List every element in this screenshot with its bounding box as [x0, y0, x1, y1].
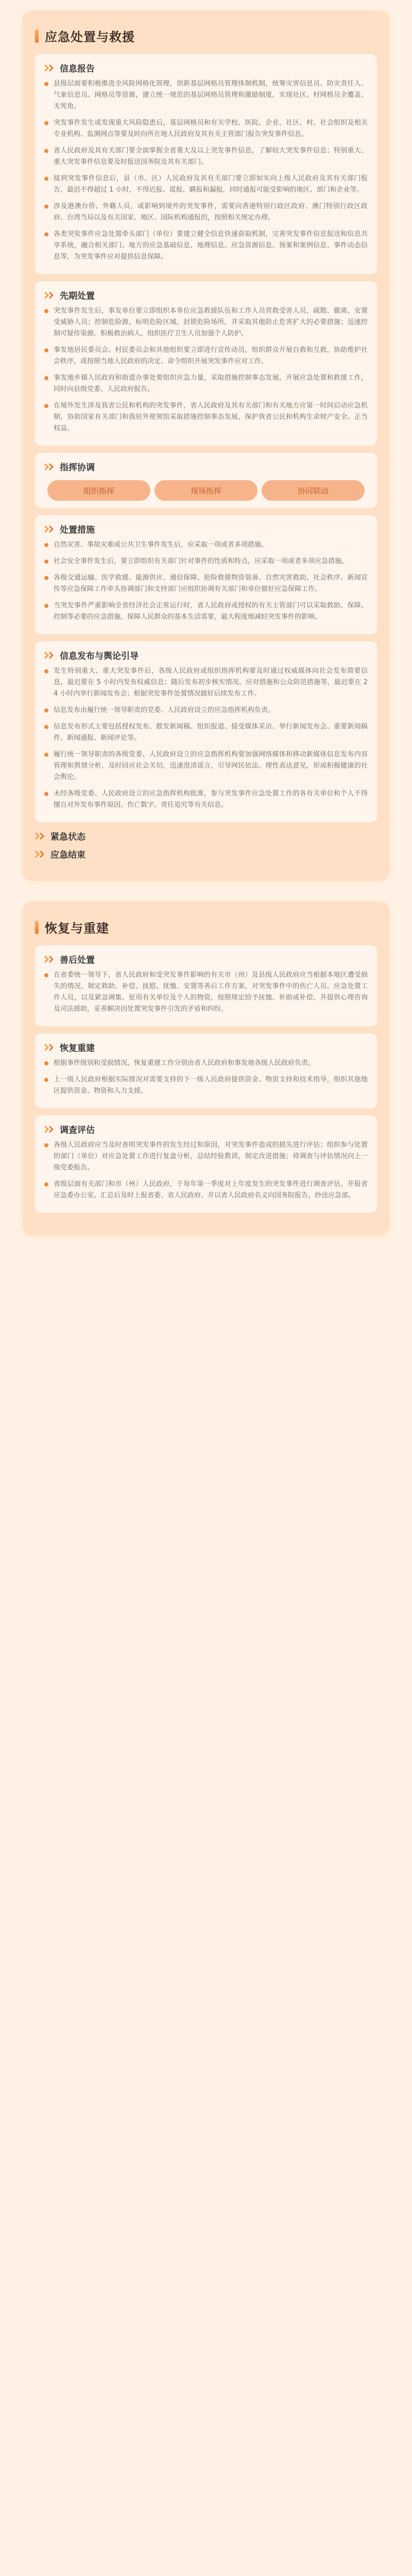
- subsection-header: [44, 953, 368, 965]
- bullet-dot-icon: [44, 792, 48, 796]
- bullet-dot-icon: [44, 376, 48, 380]
- heading-emergency-end[interactable]: [35, 848, 377, 860]
- bullet-dot-icon: [44, 669, 48, 673]
- list-item: [44, 201, 368, 224]
- double-chevron-icon: [44, 463, 56, 470]
- double-chevron-icon: [44, 1044, 56, 1051]
- subsection-publicity: [35, 641, 377, 822]
- paragraph-text: 在省委统一领导下，省人民政府和受突发事件影响的有关市（州）及县级人民政府应当根据本地区遭受损失的情况，制定救助、补偿、抚慰、抚恤、安置等善后工作方案，对突发事件中的伤亡人员、应急处置工作人员，以及紧急调集、征用有关单位及个人的物资，按照规定给予抚恤、补助或补偿，并提供心理咨询及司法援助，妥善解决因处置突发事件引发的矛盾和纠纷。: [54, 971, 368, 1013]
- bullet-dot-icon: [44, 725, 48, 729]
- title-accent-bar: [35, 29, 39, 43]
- list-item: [44, 1140, 368, 1174]
- paragraph-text: 社会安全事件发生后，要立即组织有关部门针对事件的性质和特点，应采取一项或者多项应急措施。: [54, 557, 349, 565]
- paragraph-text: 接到突发事件信息后，县（市、区）人民政府及其有关部门要立即如实向上级人民政府及其有关部门报告，最迟不得超过 1 小时，不得迟报、谎报、瞒报和漏报，同时通报可能受影响的地区、部门和企业等。: [54, 175, 368, 194]
- chip-organize-command[interactable]: 组织指挥: [47, 480, 150, 501]
- list-item: [44, 1179, 368, 1201]
- section-title: 应急处置与救援: [45, 30, 135, 44]
- page: [0, 0, 412, 1272]
- chip-onsite-command[interactable]: 现场指挥: [154, 480, 258, 501]
- section-header: [35, 27, 377, 45]
- bullet-dot-icon: [44, 149, 48, 153]
- paragraph-text: 各级交通运输、医学救援、能源供应、通信保障、抢险救援物资装备、自然灾害救助、社会秩序、新闻宣传等应急保障工作牵头协调部门和支持部门应组织协调有关部门和单位做好应急保障工作。: [54, 574, 368, 593]
- double-chevron-icon: [44, 1126, 56, 1133]
- bullet-dot-icon: [44, 232, 48, 236]
- list-item: [44, 372, 368, 395]
- paragraph-text: 在境外发生涉及我省公民和机构的突发事件，省人民政府及其有关部门和有关地方应第一时间启动应急机制，协助国家有关部门和我驻外使领馆采取措施控制事态发展，保护我省公民和机构生命财产安全、正当权益。: [54, 402, 368, 432]
- subsection-header: [44, 61, 368, 74]
- bullet-dot-icon: [44, 177, 48, 181]
- paragraph-text: 上一级人民政府根据实际情况对需要支持的下一级人民政府提供资金、物资支持和技术指导，组织其他地区提供资金、物资和人力支援。: [54, 1076, 368, 1095]
- paragraph-text: 当突发事件严重影响全省经济社会正常运行时，省人民政府或授权的有关主管部门可以采取救助、保障、控制等必要的应急措施，保障人民群众的基本生活需要，最大程度地减轻突发事件的影响。: [54, 602, 368, 621]
- subsection-first-response: [35, 281, 377, 446]
- list-item: [44, 970, 368, 1015]
- bullet-dot-icon: [44, 1143, 48, 1147]
- subsection-coordination: [35, 453, 377, 508]
- double-chevron-icon: [44, 292, 56, 299]
- bullet-dot-icon: [44, 560, 48, 564]
- bullet-dot-icon: [44, 576, 48, 580]
- list-item: [44, 229, 368, 263]
- paragraph-text: 突发事件发生或发现重大风险隐患后，基层网格员和有关学校、医院、企业、社区、村、社会组织及相关专业机构、监测网点等要及时向所在地人民政府及其有关主管部门报告突发事件信息。: [54, 119, 368, 138]
- list-item: [44, 1058, 368, 1069]
- subsection-title: 信息报告: [60, 64, 95, 74]
- section-recovery: [23, 902, 389, 1235]
- paragraph-text: 各级人民政府应当及时查明突发事件的发生经过和原因，对突发事件造成的损失进行评估；组织参与处置的部门（单位）对应急处置工作进行复盘分析，总结经验教训，制定改进措施；将调查与评估情况向上一级党委报告。: [54, 1141, 368, 1172]
- list-item: [44, 1074, 368, 1097]
- section-emergency-response: [23, 10, 389, 881]
- paragraph-text: 根据事件级别和受损情况，恢复重建工作分别由省人民政府和事发地各级人民政府负责。: [54, 1059, 315, 1067]
- list-item: [44, 345, 368, 367]
- bullet-dot-icon: [44, 1182, 48, 1187]
- list-item: [44, 721, 368, 744]
- list-item: [44, 145, 368, 168]
- subsection-title: 指挥协调: [60, 463, 95, 473]
- double-chevron-icon: [44, 526, 56, 533]
- subsection-title: 信息发布与舆论引导: [60, 651, 139, 662]
- subsection-title: 先期处置: [60, 291, 95, 301]
- list-item: [44, 749, 368, 783]
- list-item: [44, 306, 368, 340]
- bullet-dot-icon: [44, 543, 48, 547]
- subsection-header: [44, 1041, 368, 1054]
- subsection-title: 调查评估: [60, 1125, 95, 1136]
- subsection-title: 善后处置: [60, 955, 95, 965]
- paragraph-text: 突发事件发生后，事发单位要立即组织本单位应急救援队伍和工作人员营救受害人员，疏散、撤离、安置受威胁人员；控制危险源，标明危险区域，封锁危险场所，并采取其他防止危害扩大的必要措施；迅速控制可疑传染源，积极救治病人，组织医疗卫生人员加强个人防护。: [54, 307, 368, 337]
- subsection-header: [44, 1123, 368, 1136]
- list-item: [44, 539, 368, 551]
- subsection-aftermath: [35, 945, 377, 1026]
- bullet-dot-icon: [44, 1078, 48, 1082]
- subsection-evaluation: [35, 1115, 377, 1213]
- bullet-dot-icon: [44, 753, 48, 757]
- subsection-header: [44, 522, 368, 535]
- double-chevron-icon: [35, 851, 46, 858]
- title-accent-bar: [35, 921, 39, 934]
- chip-group: [44, 477, 368, 502]
- list-item: [44, 173, 368, 196]
- subsection-header: [44, 460, 368, 473]
- paragraph-text: 省级层面有关部门和市（州）人民政府，于每年第一季度对上年度发生的突发事件进行调查评估，并报省应急委办公室。汇总后及时上报省委、省人民政府，并以省人民政府名义向国务院报告，抄送应急部。: [54, 1180, 368, 1199]
- list-item: [44, 666, 368, 700]
- paragraph-text: 省人民政府及其有关部门要全面掌握全省重大及以上突发事件信息，了解较大突发事件信息；特别重大、重大突发事件信息要及时报送国务院及其有关部门。: [54, 147, 368, 166]
- double-chevron-icon: [44, 652, 56, 659]
- bullet-dot-icon: [44, 348, 48, 352]
- subsection-measures: [35, 515, 377, 634]
- list-item: [44, 600, 368, 623]
- subsection-header: [44, 289, 368, 301]
- double-chevron-icon: [35, 833, 46, 840]
- bullet-dot-icon: [44, 205, 48, 209]
- bullet-dot-icon: [44, 973, 48, 977]
- bullet-dot-icon: [44, 1061, 48, 1065]
- paragraph-text: 信息发布由履行统一领导职责的党委、人民政府设立的应急指挥机构负责。: [54, 706, 275, 714]
- paragraph-text: 县级层面要积极推进全风险网格化管理，创新基层网格员管理体制机制，统筹灾害信息员、防灾责任人、气象信息员、网格员等资源，建立统一规范的基层网格员管理和激励制度，实现社区、村网格员全覆盖、无死角。: [54, 80, 368, 110]
- paragraph-text: 发生特别重大、重大突发事件后，各级人民政府或组织指挥机构要及时通过权威媒体向社会发布简要信息，最迟要在 5 小时内发布权威信息；随后发布初步核实情况、应对措施和公众防范措施等，最迟要在 2 4 小时内举行新闻发布会；根据突发事件处置情况做好后续发布工作。: [54, 667, 368, 698]
- list-item: [44, 556, 368, 567]
- list-item: [44, 705, 368, 716]
- subsection-rebuild: [35, 1033, 377, 1108]
- paragraph-text: 自然灾害、事故灾难或公共卫生事件发生后，应采取一项或者多项措施。: [54, 541, 268, 549]
- list-item: [44, 78, 368, 112]
- list-item: [44, 788, 368, 811]
- paragraph-text: 履行统一领导职责的各级党委、人民政府设立的应急指挥机构要加强网络媒体和移动新媒体信息发布内容管理和舆情分析，及时回应社会关切，迅速澄清谣言，引导网民依法、理性表达意见，形成积极健康的社会舆论。: [54, 751, 368, 781]
- paragraph-text: 涉及港澳台侨、外籍人员，或影响到境外的突发事件，需要向香港特别行政区政府、澳门特别行政区政府、台湾当局以及有关国家、地区、国际机构通报的，按照相关规定办理。: [54, 202, 368, 222]
- bullet-dot-icon: [44, 604, 48, 608]
- subsection-title: 紧急状态: [50, 832, 85, 842]
- double-chevron-icon: [44, 64, 56, 72]
- bullet-dot-icon: [44, 404, 48, 408]
- paragraph-text: 未经各级党委、人民政府设立的应急指挥机构批准，参与突发事件应急处置工作的各有关单位和个人不得擅自对外发布事件原因、伤亡数字、责任追究等有关信息。: [54, 790, 368, 809]
- subsection-title: 应急结束: [50, 850, 85, 860]
- paragraph-text: 信息发布形式主要包括授权发布、散发新闻稿、组织报道、接受媒体采访、举行新闻发布会、重要新闻稿件、新闻通报、新闻评论等。: [54, 723, 368, 742]
- subsection-title: 处置措施: [60, 525, 95, 535]
- paragraph-text: 事发地乡镇人民政府和街道办事处要组织应急力量，采取措施控制事态发展，开展应急处置和救援工作，同时向县级党委、人民政府报告。: [54, 374, 368, 393]
- bullet-dot-icon: [44, 121, 48, 125]
- paragraph-text: 各类突发事件应急处置牵头部门（单位）要建立健全信息快速获取机制，完善突发事件信息报送和信息共享系统，融合相关部门、地方的应急基础信息、地理信息、应急资源信息、预案和案例信息、事件动态信息等，为突发事件应对提供信息保障。: [54, 230, 368, 261]
- paragraph-text: 事发地居民委员会、村民委员会和其他组织要立即进行宣传动员，组织群众开展自救和互救，协助维护社会秩序，或按照当地人民政府的决定、命令组织开展突发事件应对工作。: [54, 346, 368, 365]
- heading-state-of-emergency[interactable]: [35, 829, 377, 842]
- bullet-dot-icon: [44, 82, 48, 86]
- list-item: [44, 117, 368, 140]
- double-chevron-icon: [44, 956, 56, 963]
- subsection-title: 恢复重建: [60, 1043, 95, 1054]
- subsection-header: [44, 649, 368, 662]
- subsection-info-report: [35, 54, 377, 274]
- list-item: [44, 400, 368, 434]
- bullet-dot-icon: [44, 309, 48, 313]
- list-item: [44, 572, 368, 595]
- bullet-dot-icon: [44, 708, 48, 713]
- section-header: [35, 918, 377, 936]
- section-title: 恢复与重建: [45, 921, 109, 936]
- chip-coordinated-action[interactable]: 协同联动: [262, 480, 365, 501]
